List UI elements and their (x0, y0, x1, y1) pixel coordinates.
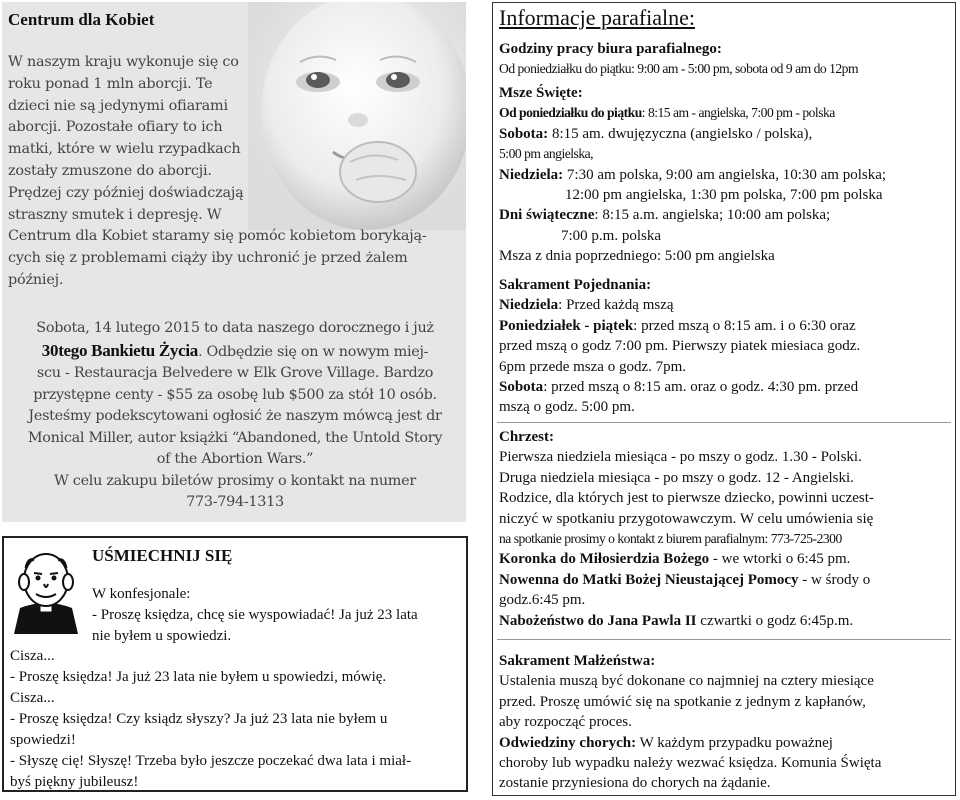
marriage-line: aby rozpocząć proces. (499, 714, 632, 731)
novena-2: godz.6:45 pm. (499, 592, 586, 609)
divider (497, 422, 951, 423)
baptism-line: niczyć w spotkaniu przygotowawczym. W celu umówienia się (499, 510, 874, 527)
novena: Nowenna do Matki Bożej Nieustającej Pomocy - w środy o (499, 571, 871, 588)
confession-weekdays-2: przed mszą o godz 7:00 pm. Pierwszy piatek miesiaca godz. (499, 338, 861, 355)
event-line: Sobota, 14 lutego 2015 to data naszego dorocznego i już (36, 320, 434, 336)
centrum-body (8, 52, 464, 292)
confession-block (499, 275, 951, 418)
joke-body (10, 646, 462, 792)
joke-line: - Proszę księdza! Czy ksiądz słyszy? Ja już 23 lata nie byłem u (10, 711, 388, 727)
priest-cartoon (10, 546, 82, 634)
centrum-line: Centrum dla Kobiet staramy się pomóc kobietom borykają- (8, 228, 427, 245)
joke-line: spowiedzi! (10, 732, 76, 748)
masses-holy-days-2: 7:00 p.m. polska (561, 227, 661, 244)
joke-line: - Proszę księdza! Ja już 23 lata nie byłem u spowiedzi, mówię. (10, 669, 387, 685)
joke-line: Cisza... (10, 648, 55, 664)
centrum-dla-kobiet-section (2, 2, 466, 522)
masses-sunday: Niedziela: 7:30 am polska, 9:00 am angielska, 10:30 am polska; (499, 166, 887, 183)
masses-heading: Msze Święte: (499, 85, 583, 101)
centrum-line: Prędzej czy później doświadczają (8, 184, 244, 201)
masses-saturday: Sobota: 8:15 am. dwujęzyczna (angielsko / polska), (499, 125, 813, 142)
baptism-heading: Chrzest: (499, 429, 554, 445)
baptism-line: Pierwsza niedziela miesiąca - po mszy o godz. 1.30 - Polski. (499, 449, 862, 466)
event-line: 30tego Bankietu Życia. Odbędzie się on w nowym miej- (41, 340, 429, 360)
marriage-block (499, 651, 951, 794)
baptism-line: Druga niedziela miesiąca - po mszy o godz. 12 - Angielski. (499, 469, 854, 486)
info-title: Informacje parafialne: (499, 5, 696, 30)
baptism-line: Rodzice, dla których jest to pierwsze dziecko, powinni uczest- (499, 490, 874, 507)
marriage-line: Ustalenia muszą być dokonane co najmniej na cztery miesiące (499, 673, 874, 690)
joke-line: - Słyszę cię! Słyszę! Trzeba było jeszcze poczekać dwa lata i miał- (10, 753, 412, 769)
centrum-line: później. (8, 271, 64, 288)
event-line: scu - Restauracja Belvedere w Elk Grove Village. Bardzo (36, 365, 434, 381)
joke-line: W konfesjonale: (92, 586, 191, 602)
centrum-line: cych się z problemami ciąży iby uchronić je przed żalem (8, 250, 408, 267)
masses-holy-days: Dni świąteczne: 8:15 a.m. angielska; 10:00 am polska; (499, 207, 831, 224)
john-paul-devotion: Nabożeństwo do Jana Pawla II czwartki o godz 6:45p.m. (499, 612, 854, 629)
centrum-line: W naszym kraju wykonuje się co (8, 54, 239, 70)
sick-visits: Odwiedziny chorych: W każdym przypadku poważnej (499, 734, 833, 751)
sick-visits-2: choroby lub wypadku należy wezwać księdza. Komunia Święta (499, 755, 882, 772)
marriage-line: przed. Proszę umówić się na spotkanie z jednym z kapłanów, (499, 693, 866, 710)
sick-visits-3: zostanie przyniesiona do chorych na żądanie. (499, 775, 771, 792)
confession-saturday: Sobota: przed mszą o 8:15 am. oraz o godz. 4:30 pm. przed (499, 379, 859, 396)
informacje-parafialne-section (492, 2, 956, 796)
office-hours: Od poniedziałku do piątku: 9:00 am - 5:00 pm, sobota od 9 am do 12pm (499, 61, 859, 77)
confession-heading: Sakrament Pojednania: (499, 277, 652, 293)
confession-weekdays-3: 6pm przede msza o godz. 7pm. (499, 358, 687, 375)
centrum-line: straszny smutek i depresję. W (8, 206, 222, 223)
masses-saturday-2: 5:00 pm angielska, (499, 146, 594, 162)
confession-sunday: Niedziela: Przed każdą mszą (499, 297, 674, 314)
joke-title: UŚMIECHNIJ SIĘ (92, 546, 233, 565)
event-line: Monical Miller, autor książki “Abandoned, the Untold Story (27, 429, 443, 446)
baptism-block (499, 427, 951, 631)
centrum-title: Centrum dla Kobiet (8, 10, 155, 29)
centrum-line: aborcji. Pozostałe ofiary to ich (8, 119, 223, 136)
office-hours-block (499, 39, 951, 80)
confession-saturday-2: mszą o godz. 5:00 pm. (499, 399, 635, 416)
centrum-line: roku ponad 1 mln aborcji. Te (8, 75, 213, 92)
masses-weekday: Od poniedziałku do piątku: 8:15 am - angielska, 7:00 pm - polska (499, 105, 835, 121)
centrum-line: zostały zmuszone do aborcji. (8, 162, 212, 179)
banquet-name: 30tego Bankietu Życia (41, 340, 198, 360)
event-line: przystępne centy - $55 za osobę lub $500 za stół 10 osób. (33, 386, 437, 403)
confession-weekdays: Poniedziałek - piątek: przed mszą o 8:15 am. i o 6:30 oraz (499, 317, 856, 334)
divine-mercy: Koronka do Miłosierdzia Bożego - we wtorki o 6:45 pm. (499, 551, 851, 568)
phone-number: 773-794-1313 (186, 494, 284, 510)
joke-line: nie byłem u spowiedzi. (92, 628, 232, 644)
masses-sunday-2: 12:00 pm angielska, 1:30 pm polska, 7:00 pm polska (565, 187, 883, 204)
masses-eve: Msza z dnia poprzedniego: 5:00 pm angielska (499, 248, 775, 265)
centrum-line: matki, które w wielu rzypadkach (8, 141, 241, 158)
centrum-line: dzieci nie są jedynymi ofiarami (8, 97, 228, 114)
event-line: Jesteśmy podekscytowani ogłosić że naszym mówcą jest dr (28, 408, 442, 424)
joke-intro (92, 584, 462, 647)
usmiechnij-sie-section (2, 536, 468, 792)
masses-block (499, 83, 951, 267)
baptism-line: na spotkanie prosimy o kontakt z biurem parafialnym: 773-725-2300 (499, 531, 842, 547)
banquet-announcement (6, 318, 464, 514)
marriage-heading: Sakrament Małżeństwa: (499, 653, 656, 669)
divider (497, 639, 951, 640)
joke-line: byś piękny jubileusz! (10, 774, 139, 790)
joke-line: - Proszę księdza, chcę sie wyspowiadać! Ja już 23 lata (92, 607, 418, 623)
event-line: W celu zakupu biletów prosimy o kontakt na numer (54, 472, 416, 489)
office-heading: Godziny pracy biura parafialnego: (499, 41, 722, 57)
joke-line: Cisza... (10, 690, 55, 706)
event-line: of the Abortion Wars.” (156, 451, 314, 467)
